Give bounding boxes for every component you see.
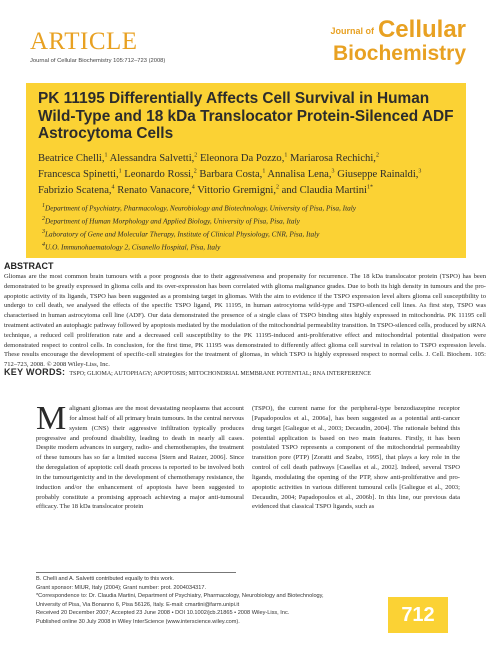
footnote: University of Pisa, Via Bonanno 6, Pisa 56126, Italy. E-mail: cmartini@farm.unipi.it [36, 601, 240, 608]
author: Eleonora Da Pozzo,$^1$ [199, 152, 288, 165]
affiliation: $^3$Laboratory of Gene and Molecular Therapy, Institute of Clinical Physiology, CNR, Pisa, Italy [42, 228, 320, 239]
author: Mariarosa Rechichi,$^2$ [290, 152, 379, 165]
page-number-box [388, 597, 448, 633]
author-list [38, 150, 454, 197]
author: Barbara Costa,$^1$ [199, 168, 266, 180]
keywords-line [4, 367, 371, 377]
article-title: PK 11195 Differentially Affects Cell Survival in Human Wild-Type and 18 kDa Translocator Protein-Silenced ADF Astrocytoma Cells [38, 90, 454, 142]
footnote: *Correspondence to: Dr. Claudia Martini, Department of Psychiatry, Pharmacology, Neurobiology and Biotechnology, [36, 593, 324, 600]
author: and Claudia Martini$^{1*}$ [281, 183, 373, 196]
author: Annalisa Lena,$^3$ [267, 168, 335, 180]
journal-name-line-2: Biochemistry [332, 42, 466, 65]
affiliation: $^2$Department of Human Morphology and Applied Biology, University of Pisa, Pisa, Italy [42, 215, 300, 226]
footnote: Published online 30 July 2008 in Wiley InterScience (www.interscience.wiley.com). [36, 618, 240, 625]
footnotes [36, 575, 376, 627]
affiliation: $^1$Department of Psychiatry, Pharmacology, Neurobiology and Biotechnology, University of Pisa, Pisa, Italy [42, 202, 357, 213]
author: Beatrice Chelli,$^1$ [38, 152, 108, 165]
drop-cap: M [36, 400, 67, 437]
abstract-heading: ABSTRACT [4, 261, 54, 271]
author: Francesca Spinetti,$^1$ [38, 168, 122, 180]
affiliation: $^4$U.O. Immunohaematology 2, Cisanello Hospital, Pisa, Italy [42, 241, 221, 252]
footnote: B. Chelli and A. Salvetti contributed equally to this work. [36, 576, 175, 582]
author: Fabrizio Scatena,$^4$ [38, 183, 115, 196]
journal-name-line-1: Cellular [377, 16, 466, 43]
author: Renato Vanacore,$^4$ [117, 183, 195, 196]
journal-citation: Journal of Cellular Biochemistry 105:712–723 (2008) [30, 58, 166, 64]
affiliation-list [38, 201, 454, 253]
keywords-text: TSPO; GLIOMA; AUTOPHAGY; APOPTOSIS; MITOCHONDRIAL MEMBRANE POTENTIAL; RNA INTERFERENCE [69, 371, 371, 377]
body-column-right: (TSPO), the current name for the peripheral-type benzodiazepine receptor [Papadopoulos et al., 2006a], has been suggested as a potential anti-cancer drug target [Galiegue et al., 2003; Decaudin, 2004]. The rationale behind this potential application is based on two main features. Firstly, it has been postulated TSPO represents a component of the mitochondrial permeability transition pore (PTP) [Zoratti and Szabo, 1995], that plays a key role in the control of cell death pathways [Casellas et al., 2002]. Indeed, several TSPO ligands, modulating the opening of the PTP, show anti-proliferative and pro-apoptotic activities in various different tumoural cells [Galiegue et al., 2003; Decaudin, 2004; Papadopoulos et al., 2006b]. In this line, our previous data evidenced that classical TSPO ligands, such as [252, 405, 460, 511]
author: Leonardo Rossi,$^2$ [124, 168, 197, 180]
keywords-label: KEY WORDS: [4, 367, 66, 377]
article-label: ARTICLE [30, 28, 138, 55]
footnote: Grant sponsor: MIUR, Italy (2004); Grant number: prot. 2004034317. [36, 584, 207, 591]
abstract-text: Gliomas are the most common brain tumours with a poor prognosis due to their aggressiveness and propensity for recurrence. The 18 kDa translocator protein (TSPO) has been demonstrated to be greatly expressed in glioma cells and its over-expression has been correlated with glioma malignance grades. Due to both its high density in tumours and the pro-apoptotic activity of its ligands, TSPO has been suggested as a promising target in gliomas. With the aim to evidence if the TSPO expression level alters glioma cell susceptibility to undergo to cell death, we analysed the effects of the specific TSPO ligand, PK 11195, in human astrocytoma wild-type and TSPO-silenced cell lines. As first step, TSPO was characterised in human astrocytoma cell line (ADF). Our data demonstrated the presence of a single class of TSPO binding sites highly expressed in mitochondria. PK 11195 cell treatment activated an autophagic pathway followed by apoptosis mediated by the modulation of the mitochondrial permeability transition. In TSPO-silenced cells, produced by siRNA technique, a reduced cell proliferation rate and a decreased cell susceptibility to the PK 11195-induced anti-proliferative effect and mitochondrial potential dissipation were demonstrated respect to control cells. In conclusion, for the first time, PK 11195 was demonstrated to differently affect glioma cell survival in relation to TSPO expression levels. These results encourage the development of specific-cell strategies for the treatment of gliomas, in which TSPO is highly expressed respect to normal cells. J. Cell. Biochem. 105: 712–723, 2008. [4, 273, 486, 369]
abstract-copyright: © 2008 Wiley-Liss, Inc. [46, 361, 110, 369]
author: Giuseppe Rainaldi,$^3$ [337, 168, 422, 180]
page-header [0, 0, 492, 82]
body-column-left [36, 400, 244, 512]
title-box [26, 83, 466, 258]
page-number: 712 [401, 603, 435, 626]
footnote: Received 20 December 2007; Accepted 23 June 2008 • DOI 10.1002/jcb.21865 • 2008 Wiley-Liss, Inc. [36, 610, 290, 617]
journal-of-text: Journal of [330, 26, 374, 36]
journal-logo [330, 18, 466, 64]
abstract-body [4, 272, 486, 370]
footnote-divider [36, 572, 236, 573]
author: Alessandra Salvetti,$^2$ [109, 152, 198, 165]
author: Vittorio Gremigni,$^2$ [197, 183, 280, 196]
left-column-text: alignant gliomas are the most devastating neoplasms that account for almost half of all primary brain tumours. In the central nervous system (CNS) their aggressive infiltration typically produces progressive and profound disability, leading to death in nearly all cases. Despite modern advances in surgery, radio- and chemotherapies, the treatment of these tumours has so far a limited success [Stern and Raizer, 2006]. Since the deregulation of apoptotic cell death process is reported to be involved both in the tumourigenicity and in the development of chemotherapy resistance, the induction and/or the enhancement of apoptosis have been suggested to probably constitute a promising approach achieving a major anti-tumoural efficacy. The 18 kDa translocator protein [36, 405, 244, 511]
